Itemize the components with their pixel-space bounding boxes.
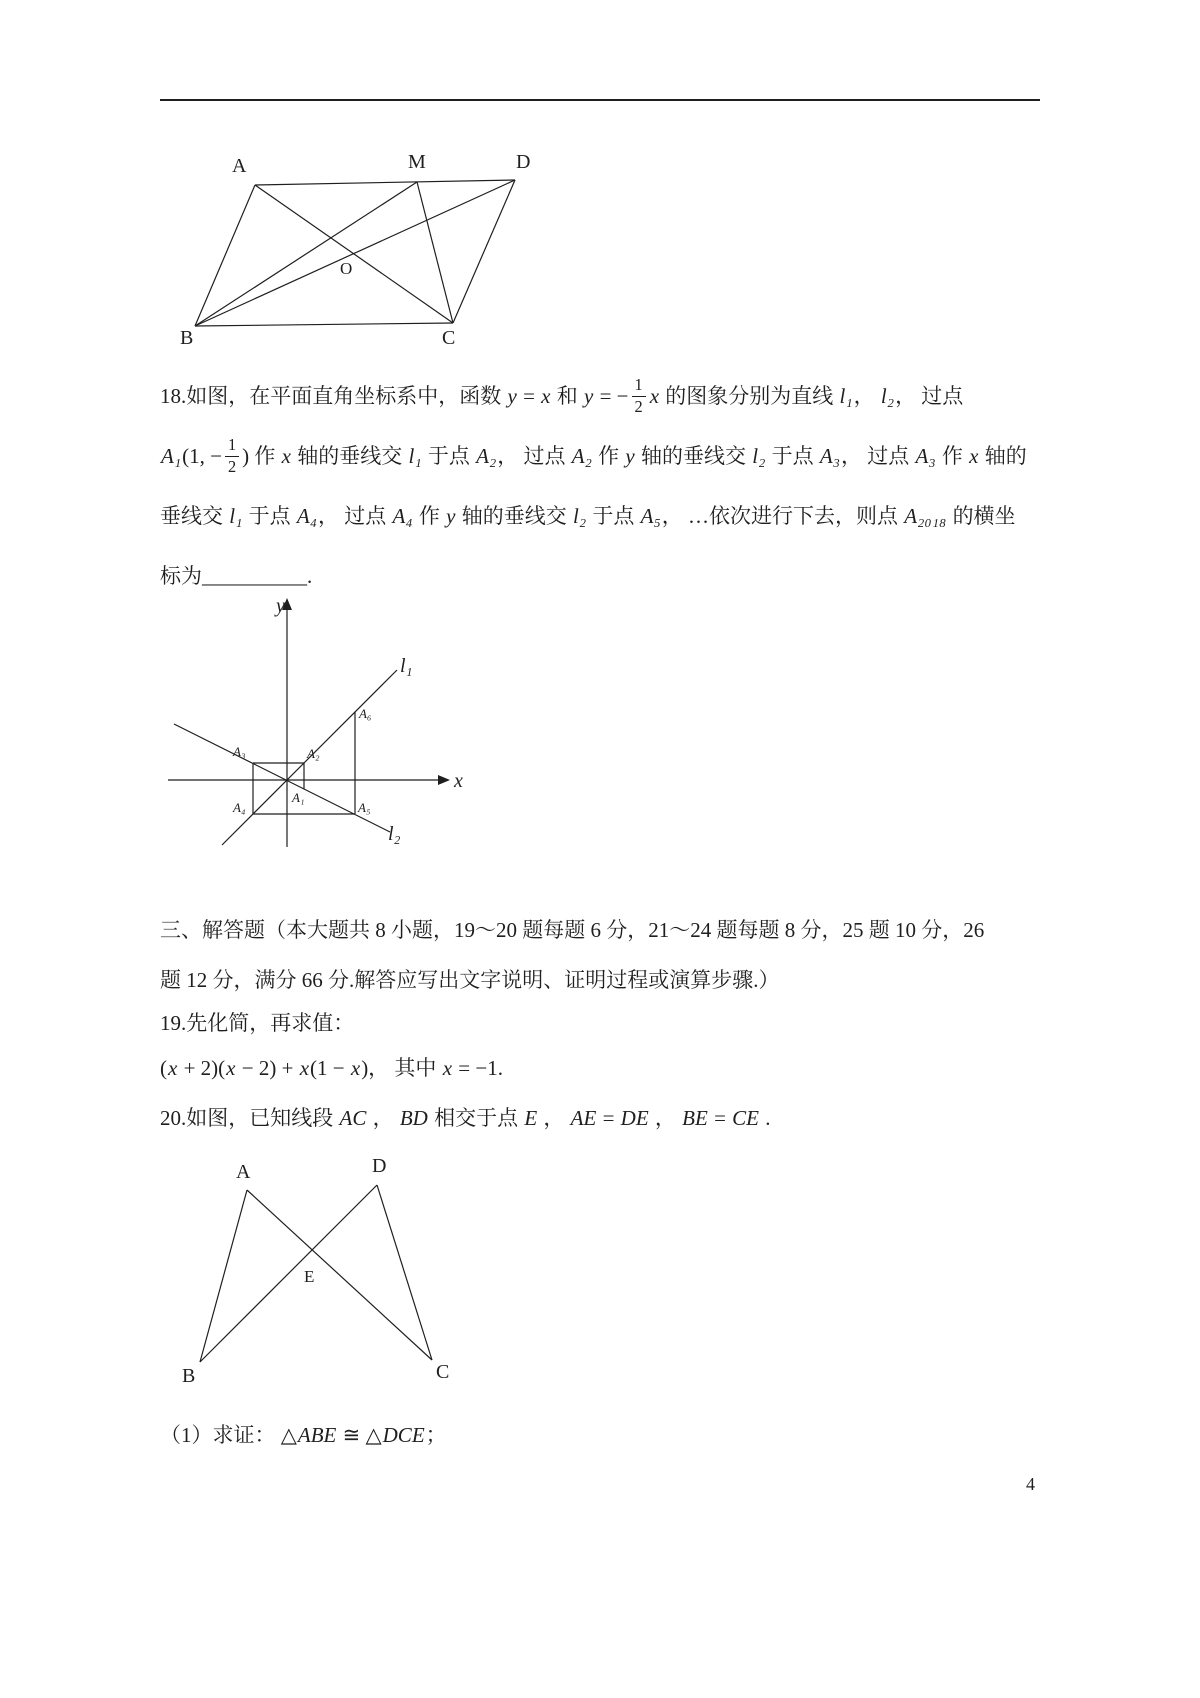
question-18-line-4: 标为__________. [160,564,313,588]
vertex-label-D: D [372,1155,387,1177]
line-l1-label: l₁ [400,655,413,677]
coordinate-figure [150,592,630,882]
vertex-label-B: B [182,1365,196,1387]
triangles-figure [170,1150,490,1400]
question-19-title: 19.先化简，再求值： [160,1011,355,1035]
point-label-A1: A₁ [292,790,305,805]
vertex-label-M: M [408,151,426,173]
vertex-label-A: A [236,1161,251,1183]
parallelogram-figure [170,148,570,353]
header-rule [160,99,1040,101]
question-18-line-2: A₁(1, − $\frac{1}{2}$ ) 作 x 轴的垂线交 l₁ 于点 A₂， 过点 A₂ 作 y 轴的垂线交 l₂ 于点 A₃， 过点 A₃ 作 x 轴的 [161,435,1027,476]
point-label-A2: A₂ [307,746,320,761]
point-label-A6: A₆ [359,706,372,721]
x-axis-arrow [438,775,450,785]
vertex-label-C: C [442,327,456,349]
vertex-label-B: B [180,327,194,349]
x-axis-label: x [454,770,463,792]
vertex-label-D: D [516,151,531,173]
y-axis-label: y [276,595,285,617]
question-18-line-1: 18.如图，在平面直角坐标系中，函数 y = x 和 y = − $\frac{1}{2}$ x 的图象分别为直线 l₁， l₂， 过点 [160,375,964,416]
point-label-A4: A₄ [233,800,246,815]
page-number: 4 [1026,1474,1035,1494]
center-label-O: O [340,259,353,278]
question-18-line-3: 垂线交 l₁ 于点 A₄， 过点 A₄ 作 y 轴的垂线交 l₂ 于点 A₅， …依次进行下去，则点 A₂₀₁₈ 的横坐 [160,504,1016,528]
section-3-header [160,905,1060,1005]
section-3-line-1: 三、解答题（本大题共 8 小题，19～20 题每题 6 分，21～24 题每题 8 分，25 题 10 分，26 [160,918,985,942]
question-20-text: 20.如图，已知线段 AC ， BD 相交于点 E ， AE = DE ， BE = CE . [160,1106,771,1130]
question-20-part-1: （1）求证： △ABE ≅ △DCE； [160,1423,447,1447]
line-l2-label: l₂ [388,823,401,845]
point-label-E: E [304,1267,315,1286]
vertex-label-C: C [436,1361,450,1383]
point-label-A3: A₃ [233,744,246,759]
question-18 [160,366,1060,606]
question-19-expression: (x + 2)(x − 2) + x(1 − x)， 其中 x = −1. [160,1056,503,1080]
section-3-line-2: 题 12 分，满分 66 分.解答应写出文字说明、证明过程或演算步骤.） [160,968,780,992]
vertex-label-A: A [232,155,247,177]
point-label-A5: A₅ [358,800,371,815]
